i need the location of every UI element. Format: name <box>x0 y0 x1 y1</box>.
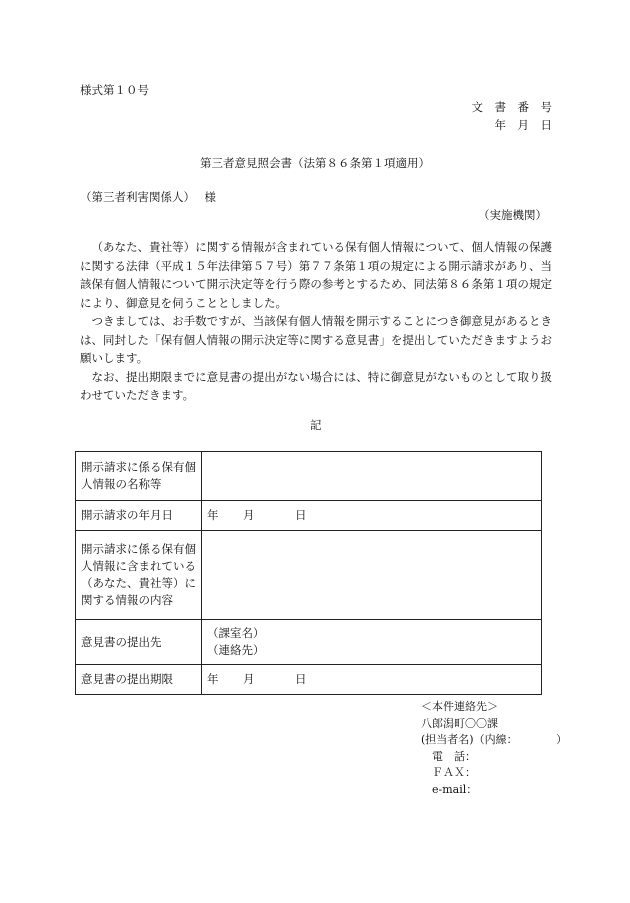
contact-fax: ＦＡＸ： <box>421 766 476 779</box>
deadline-month-label: 月 <box>243 672 255 686</box>
ki-heading: 記 <box>310 418 322 432</box>
value-info-content <box>202 531 542 620</box>
body-paragraph-1: （あなた、貴社等）に関する情報が含まれている保有個人情報について、個人情報の保護に関する法律（平成１５年法律第５７号）第７７条第１項の規定による開示請求があり、当該保有個人情報について開示決定等を行う際の参考とするため、同法第８６条第１項の規定により、御意見を伺うこととしました。 <box>80 240 552 310</box>
form-number: 様式第１０号 <box>80 83 149 97</box>
request-year-label: 年 <box>207 508 219 522</box>
contact-phone: 電 話： <box>421 749 476 763</box>
deadline-day-label: 日 <box>295 672 307 686</box>
table-row <box>76 665 542 695</box>
request-month-label: 月 <box>243 508 255 522</box>
contact-email: e-mail： <box>421 782 478 796</box>
document-date: 年 月 日 <box>494 118 552 132</box>
value-deadline <box>202 665 542 695</box>
addressee: （第三者利害関係人） 様 <box>80 190 216 204</box>
label-request-date: 開示請求の年月日 <box>76 501 202 531</box>
label-deadline: 意見書の提出期限 <box>76 665 202 695</box>
contact-block <box>421 699 567 798</box>
body-text <box>80 238 552 405</box>
value-request-name <box>202 452 542 501</box>
submit-to-contact: （連絡先） <box>207 643 265 657</box>
info-table <box>75 451 542 695</box>
table-row <box>76 501 542 531</box>
sender-agency: （実施機関） <box>478 208 547 222</box>
contact-department: 八郎潟町〇〇課 <box>421 716 498 730</box>
submit-to-section: （課室名） <box>207 626 265 640</box>
label-info-content: 開示請求に係る保有個人情報に含まれている（あなた、貴社等）に関する情報の内容 <box>76 531 202 620</box>
body-paragraph-3: なお、提出期限までに意見書の提出がない場合には、特に御意見がないものとして取り扱わせていただきます。 <box>80 369 552 402</box>
table-row <box>76 531 542 620</box>
body-paragraph-2: つきましては、お手数ですが、当該保有個人情報を開示することにつき御意見があるときは、同封した「保有個人情報の開示決定等に関する意見書」を提出していただきますようお願いします。 <box>80 314 552 365</box>
value-request-date <box>202 501 542 531</box>
contact-person: (担当者名)（内線： ） <box>421 733 568 746</box>
document-number: 文 書 番 号 <box>471 100 552 114</box>
table-row <box>76 620 542 665</box>
deadline-year-label: 年 <box>207 672 219 686</box>
value-submit-to <box>202 620 542 665</box>
label-submit-to: 意見書の提出先 <box>76 620 202 665</box>
document-title: 第三者意見照会書（法第８６条第１項適用） <box>200 156 430 170</box>
table-row <box>76 452 542 501</box>
label-request-name: 開示請求に係る保有個人情報の名称等 <box>76 452 202 501</box>
request-day-label: 日 <box>295 508 307 522</box>
contact-heading: ＜本件連絡先＞ <box>421 700 498 713</box>
